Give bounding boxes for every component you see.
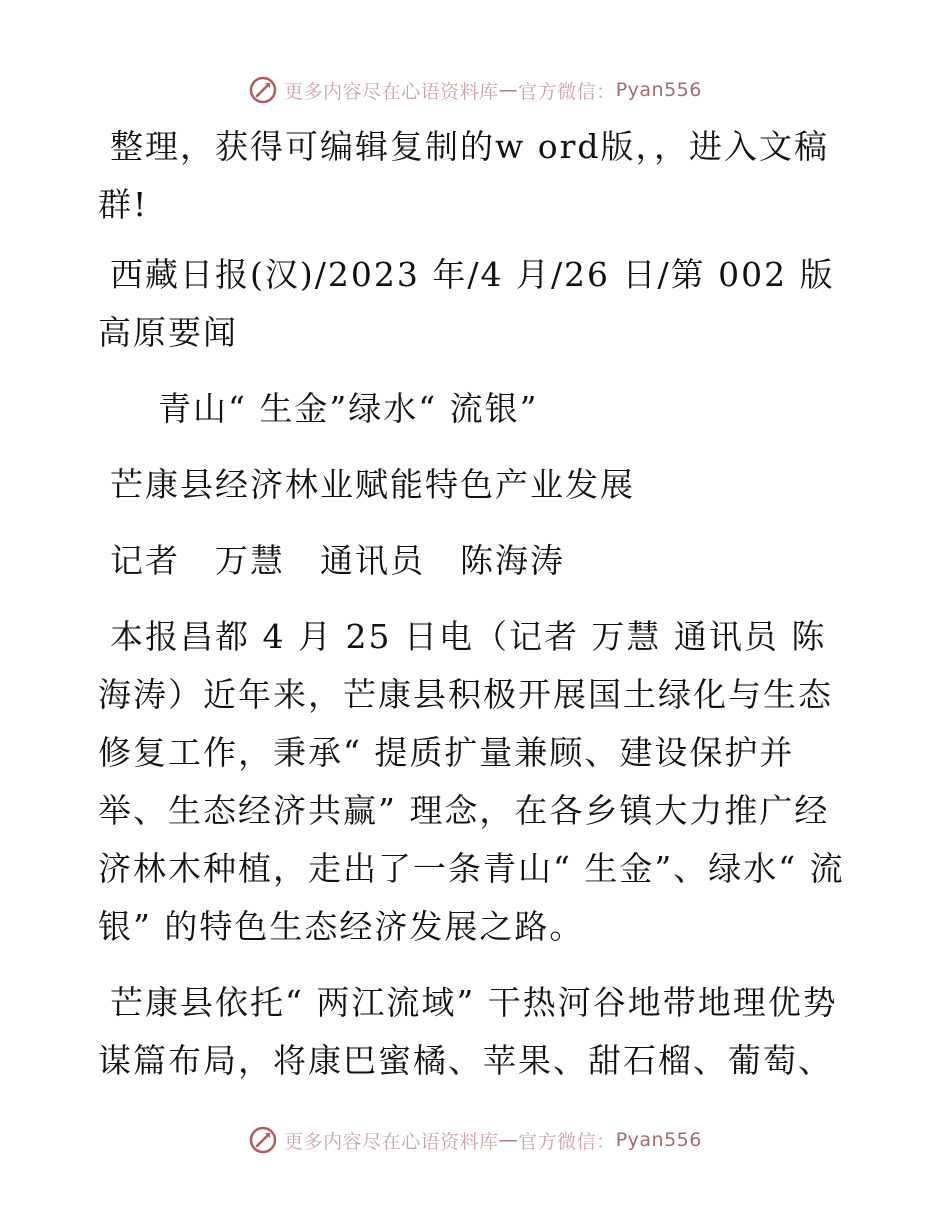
watermark-account: Pyan556 xyxy=(615,79,702,101)
byline: 记者 万慧 通讯员 陈海涛 xyxy=(110,541,565,580)
watermark-wechat-label: 官方微信： xyxy=(518,1130,616,1153)
quill-logo-icon xyxy=(248,1125,278,1155)
headline: 青山“ 生金”绿水“ 流银” xyxy=(158,389,539,428)
watermark-dash: — xyxy=(498,79,519,101)
watermark-account: Pyan556 xyxy=(615,1129,702,1151)
subheadline: 芒康县经济林业赋能特色产业发展 xyxy=(110,465,635,504)
watermark-header xyxy=(0,70,950,110)
body-paragraph: 本报昌都 4 月 25 日电（记者 万慧 通讯员 陈海涛）近年来，芒康县积极开展国土绿化与生态修复工作，秉承“ 提质扩量兼顾、建设保护并举、生态经济共赢” 理念，在各乡镇大力推广经济林木种植，走出了一条青山“ 生金”、绿水“ 流银” 的特色生态经济发展之路。 xyxy=(98,617,845,946)
watermark-site-text: 更多内容尽在心语资料库 xyxy=(284,1130,499,1153)
watermark-footer xyxy=(0,1120,950,1160)
document-body xyxy=(98,118,858,1108)
watermark-dash: — xyxy=(498,1129,519,1151)
watermark-wechat-label: 官方微信： xyxy=(518,80,616,103)
intro-paragraph: 整理，获得可编辑复制的w ord版，，进入文稿群! xyxy=(98,127,830,224)
quill-logo-icon xyxy=(248,75,278,105)
watermark-site-text: 更多内容尽在心语资料库 xyxy=(284,80,499,103)
source-line: 西藏日报(汉)/2023 年/4 月/26 日/第 002 版高原要闻 xyxy=(98,255,835,352)
body-paragraph: 芒康县依托“ 两江流域” 干热河谷地带地理优势谋篇布局，将康巴蜜橘、苹果、甜石榴、葡萄、 xyxy=(98,983,838,1080)
